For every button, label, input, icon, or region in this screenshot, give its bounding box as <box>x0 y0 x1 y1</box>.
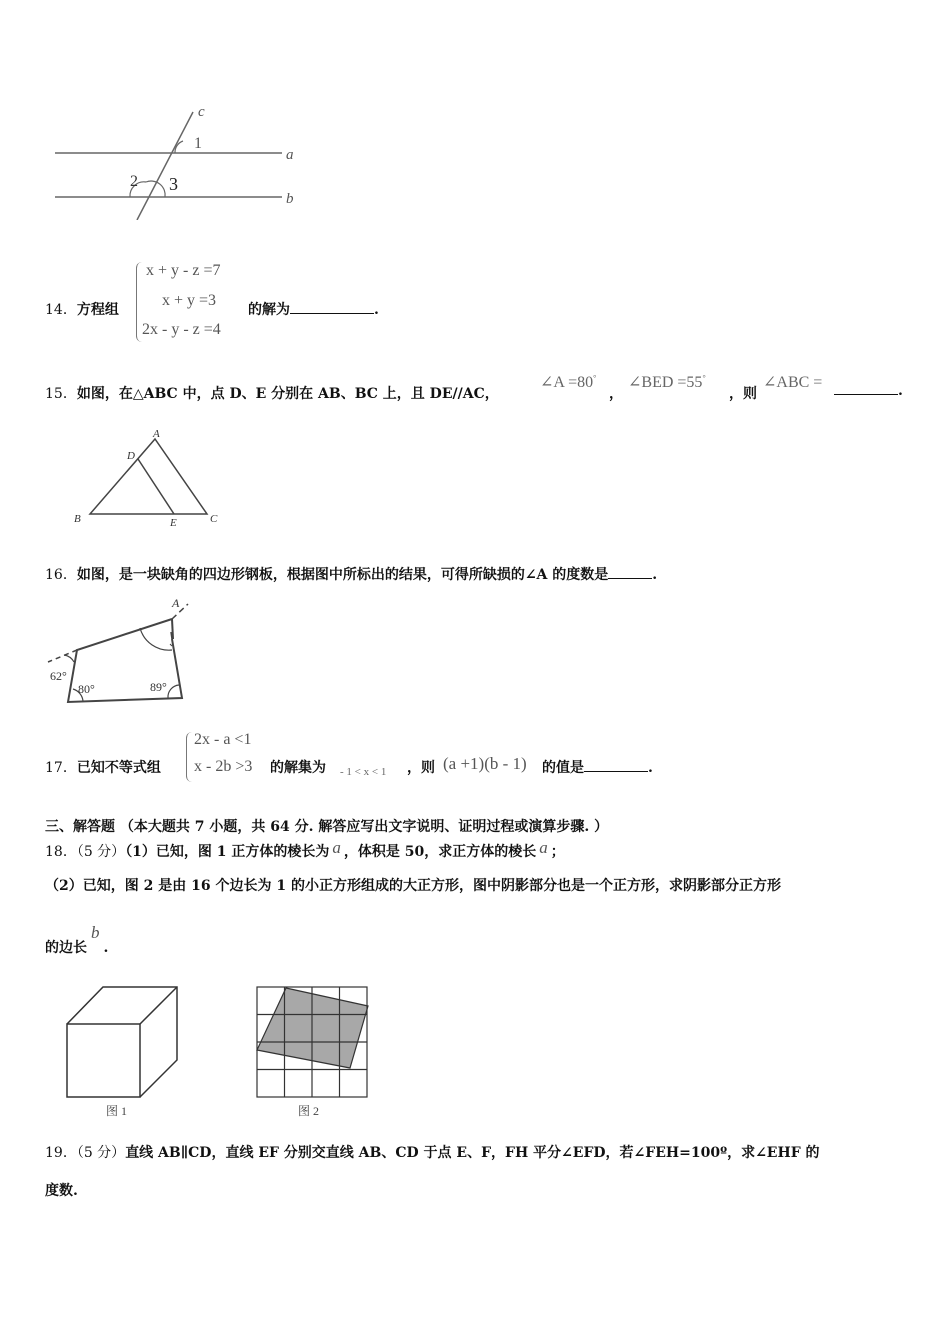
q15-text: 如图，在△ABC 中，点 D、E 分别在 AB、BC 上，且 DE//AC， <box>76 386 499 402</box>
q14-eq3: 2x - y - z =4 <box>142 321 221 338</box>
label-a: a <box>286 147 294 163</box>
q15-blank[interactable] <box>834 394 898 395</box>
q17-prefix: 已知不等式组 <box>76 760 161 776</box>
fig1-caption: 图 1 <box>106 1104 128 1118</box>
q15-end: . <box>898 383 903 399</box>
fig16-label-a: A <box>172 596 180 610</box>
q18-part2: （2）已知，图 2 是由 16 个边长为 1 的小正方形组成的大正方形，图中阴影部分也是一个正方形，求阴影部分正方形 <box>45 878 781 894</box>
q18-var-a2: a <box>539 838 548 857</box>
quadrilateral-figure <box>40 592 200 708</box>
q16-number: 16． <box>45 567 77 583</box>
cube-figure <box>60 982 190 1122</box>
label-b: b <box>286 191 294 207</box>
q14-eq2: x + y =3 <box>162 292 217 309</box>
q14-number: 14． <box>45 302 77 318</box>
q17-suffix: 的值是 <box>542 760 584 776</box>
q17-ineq2: x - 2b >3 <box>194 758 253 775</box>
label-1: 1 <box>194 135 202 152</box>
q18-number: 18． <box>45 844 77 860</box>
section-3-heading: 三、解答题 （本大题共 7 小题，共 64 分. 解答应写出文字说明、证明过程或演算步骤. ） <box>45 819 609 835</box>
q15-then: ，则 <box>729 386 757 402</box>
q16-text: 如图，是一块缺角的四边形钢板，根据图中所标出的结果，可得所缺损的∠A 的度数是 <box>76 567 609 583</box>
label-3: 3 <box>169 174 178 194</box>
fig15-label-a: A <box>153 428 160 440</box>
q19-number: 19． <box>45 1145 77 1161</box>
q14-answer <box>248 299 379 319</box>
q16-blank[interactable] <box>608 578 652 579</box>
q14-eq1: x + y - z =7 <box>146 262 221 279</box>
q15-angle-a: ∠A =80° <box>540 373 597 391</box>
q17-then: ，则 <box>407 760 435 776</box>
grid-square-figure <box>250 982 380 1122</box>
q17-system-brace <box>186 732 193 782</box>
question-14 <box>45 299 119 319</box>
label-2: 2 <box>130 173 138 190</box>
parallel-lines-figure <box>50 100 310 220</box>
question-16 <box>45 564 657 584</box>
q18-score: （5 分） <box>76 844 126 860</box>
question-18-part2 <box>45 875 781 895</box>
q17-expression: (a +1)(b - 1) <box>443 754 527 773</box>
q15-angle-bed: ∠BED =55° <box>628 373 706 391</box>
q17-blank[interactable] <box>584 771 648 772</box>
label-c: c <box>198 104 205 120</box>
q19-score: （5 分） <box>76 1145 126 1161</box>
q17-end: . <box>648 760 653 776</box>
fig15-label-d: D <box>127 450 135 462</box>
q18-part2b: 的边长 <box>45 940 87 956</box>
q15-angle-abc: ∠ABC = <box>763 374 823 391</box>
q15-answer <box>834 383 903 399</box>
fig16-angle-89: 89° <box>150 680 167 694</box>
q18-part1a: （1）已知，图 1 正方体的棱长为 <box>125 844 330 860</box>
q14-end: . <box>374 302 379 318</box>
q15-sep: ， <box>609 386 623 402</box>
fig2-caption: 图 2 <box>298 1104 320 1118</box>
question-15 <box>45 383 499 403</box>
q14-blank[interactable] <box>290 313 374 314</box>
question-18-part2b <box>45 923 109 957</box>
q17-ineq1: 2x - a <1 <box>194 731 252 748</box>
q18-var-a: a <box>332 838 341 857</box>
question-17 <box>45 757 161 777</box>
fig15-label-c: C <box>210 513 218 525</box>
fig15-label-b: B <box>74 513 81 525</box>
q17-mid: 的解集为 <box>270 760 326 776</box>
question-19 <box>45 1142 820 1162</box>
q18-part1b: ，体积是 50，求正方体的棱长 <box>343 844 537 860</box>
question-18-part1 <box>45 838 565 861</box>
q18-part1c: ； <box>550 844 565 860</box>
triangle-figure <box>70 425 230 535</box>
q14-prefix: 方程组 <box>76 302 119 318</box>
fig15-label-e: E <box>170 517 177 529</box>
q14-suffix: 的解为 <box>248 302 290 318</box>
q17-solution-set: - 1 < x < 1 <box>340 766 387 778</box>
q19-text: 直线 AB∥CD，直线 EF 分别交直线 AB、CD 于点 E、F，FH 平分∠EFD，若∠FEH=100º，求∠EHF 的 <box>125 1145 820 1161</box>
q17-answer <box>542 757 653 777</box>
q15-number: 15． <box>45 386 77 402</box>
q18-part2c: . <box>103 940 109 956</box>
fig16-angle-80: 80° <box>78 682 95 696</box>
q17-number: 17． <box>45 760 77 776</box>
question-19-line2: 度数. <box>45 1183 78 1199</box>
fig16-angle-62: 62° <box>50 669 67 683</box>
q16-end: . <box>652 567 658 583</box>
q18-var-b: b <box>91 923 100 942</box>
